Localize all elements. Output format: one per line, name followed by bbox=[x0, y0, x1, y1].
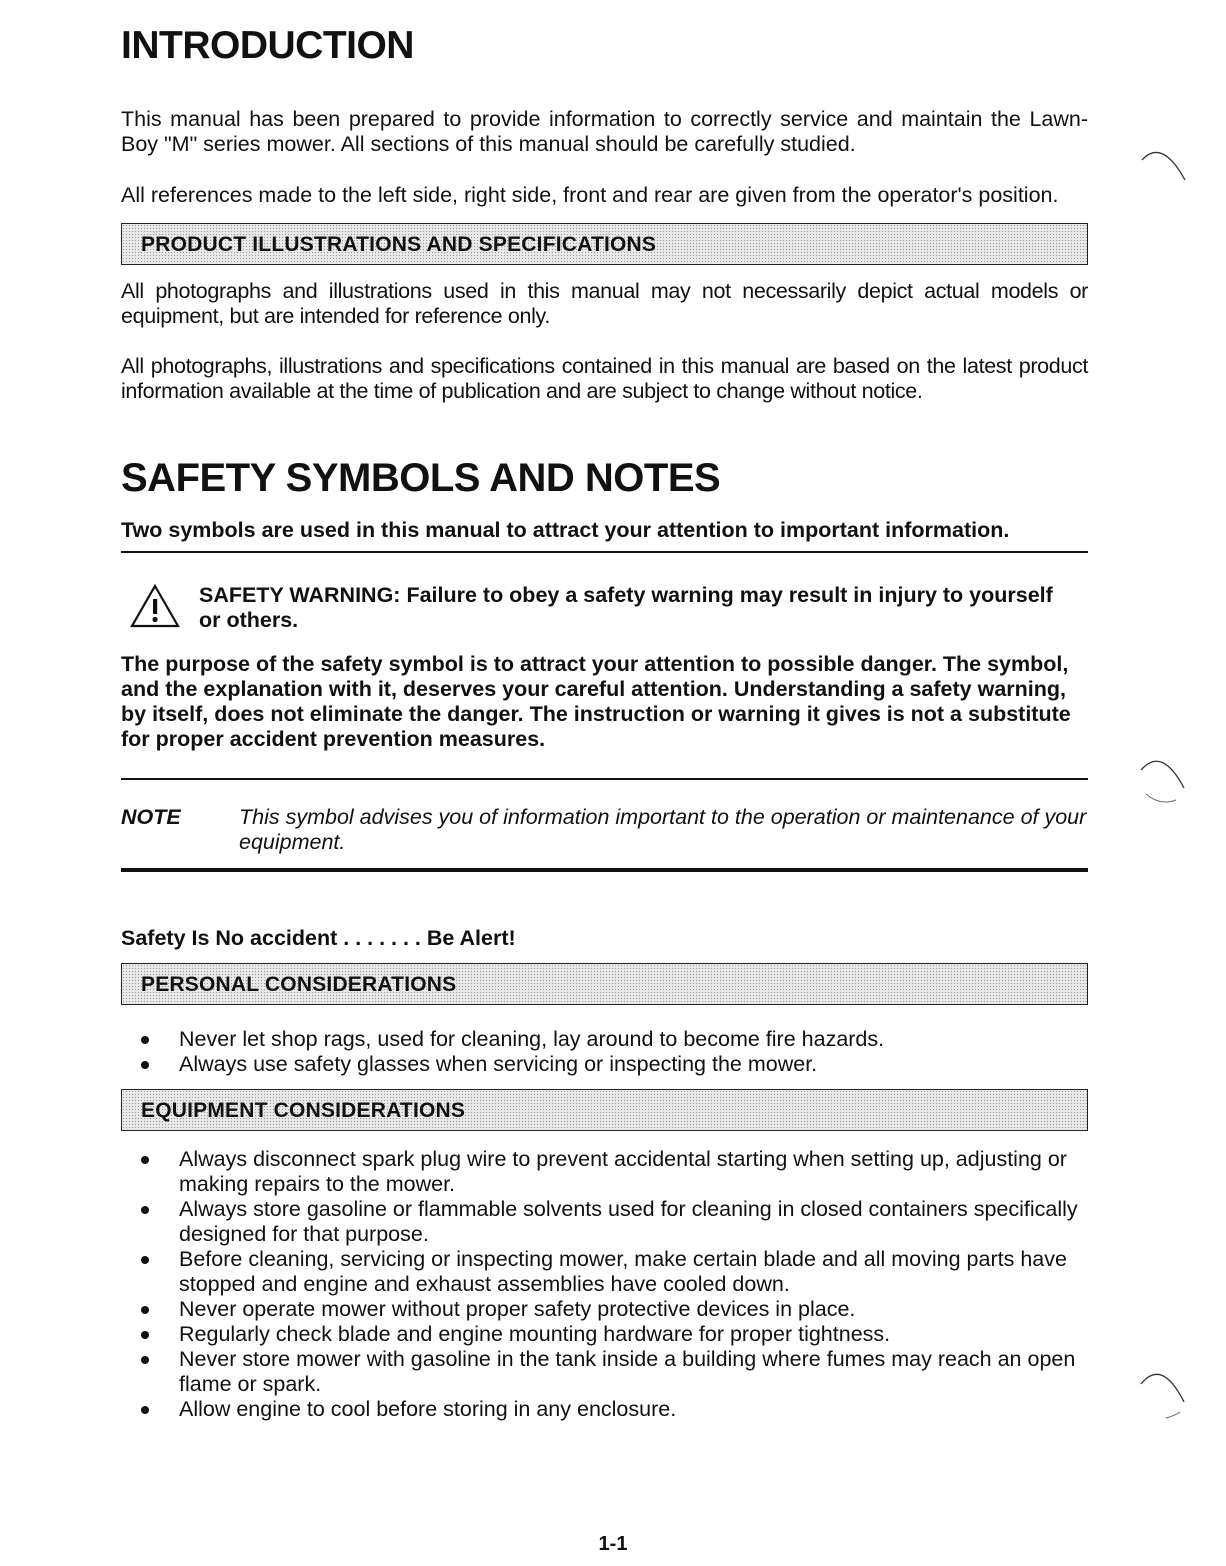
list-item: Never store mower with gasoline in the tank inside a building where fumes may reach an open flame or spark. bbox=[121, 1347, 1088, 1397]
note-text: This symbol advises you of information important to the operation or maintenance of your equipment. bbox=[239, 805, 1087, 854]
bullet-dot-icon bbox=[141, 1206, 149, 1214]
binder-hole-arc bbox=[1140, 140, 1190, 190]
bullet-dot-icon bbox=[141, 1061, 149, 1069]
product-paragraph-1: All photographs and illustrations used in this manual may not necessarily depict actual models or equipment, but are intended for reference only. bbox=[121, 279, 1088, 328]
bullet-dot-icon bbox=[141, 1306, 149, 1314]
list-item: Before cleaning, servicing or inspecting mower, make certain blade and all moving parts have stopped and engine and exhaust assemblies have cooled down. bbox=[121, 1247, 1088, 1297]
binder-hole-arc bbox=[1138, 748, 1190, 808]
equipment-list bbox=[121, 1147, 1088, 1422]
bullet-dot-icon bbox=[141, 1356, 149, 1364]
intro-paragraph-2: All references made to the left side, right side, front and rear are given from the operator's position. bbox=[121, 183, 1059, 207]
list-item: Always use safety glasses when servicing or inspecting the mower. bbox=[121, 1052, 1088, 1077]
bullet-dot-icon bbox=[141, 1256, 149, 1264]
safety-lead: Two symbols are used in this manual to attract your attention to important information. bbox=[121, 518, 1010, 542]
equipment-section-header bbox=[121, 1089, 1088, 1131]
list-item: Never let shop rags, used for cleaning, lay around to become fire hazards. bbox=[121, 1027, 1088, 1052]
binder-hole-arc bbox=[1138, 1360, 1190, 1422]
page-content bbox=[121, 22, 1088, 1422]
personal-section-header bbox=[121, 963, 1088, 1005]
equipment-section-title: EQUIPMENT CONSIDERATIONS bbox=[141, 1099, 466, 1122]
product-paragraph-2: All photographs, illustrations and specifications contained in this manual are based on the latest product information available at the time of publication and are subject to change without notice. bbox=[121, 354, 1088, 403]
intro-title: INTRODUCTION bbox=[121, 24, 414, 67]
product-section-title: PRODUCT ILLUSTRATIONS AND SPECIFICATIONS bbox=[141, 233, 657, 256]
list-item: Allow engine to cool before storing in any enclosure. bbox=[121, 1397, 1088, 1422]
bullet-dot-icon bbox=[141, 1406, 149, 1414]
bullet-dot-icon bbox=[141, 1156, 149, 1164]
safety-warning-block bbox=[129, 577, 1088, 633]
product-section-header bbox=[121, 223, 1088, 265]
note-label: NOTE bbox=[121, 805, 181, 829]
safety-purpose-paragraph: The purpose of the safety symbol is to attract your attention to possible danger. The symbol, and the explanation with it, deserves your careful attention. Understanding a safety warning, by itself, does not eliminate the danger. The instruction or warning it gives is not a substitute for proper accident prevention measures. bbox=[121, 652, 1071, 751]
bullet-dot-icon bbox=[141, 1036, 149, 1044]
divider bbox=[121, 551, 1088, 553]
page-number: 1-1 bbox=[598, 1533, 628, 1555]
safety-warning-text: SAFETY WARNING: Failure to obey a safety warning may result in injury to yourself or others. bbox=[199, 583, 1053, 632]
note-block bbox=[121, 805, 1088, 855]
warning-triangle-icon bbox=[129, 583, 181, 629]
divider bbox=[121, 778, 1088, 780]
personal-list bbox=[121, 1027, 1088, 1077]
list-item: Never operate mower without proper safety protective devices in place. bbox=[121, 1297, 1088, 1322]
personal-section-title: PERSONAL CONSIDERATIONS bbox=[141, 973, 457, 996]
intro-paragraph-1: This manual has been prepared to provide information to correctly service and maintain the Lawn-Boy "M" series mower. All sections of this manual should be carefully studied. bbox=[121, 107, 1088, 156]
list-item: Always disconnect spark plug wire to prevent accidental starting when setting up, adjusting or making repairs to the mower. bbox=[121, 1147, 1088, 1197]
list-item: Regularly check blade and engine mounting hardware for proper tightness. bbox=[121, 1322, 1088, 1347]
list-item: Always store gasoline or flammable solvents used for cleaning in closed containers specifically designed for that purpose. bbox=[121, 1197, 1088, 1247]
safety-title: SAFETY SYMBOLS AND NOTES bbox=[121, 456, 721, 500]
safety-slogan: Safety Is No accident . . . . . . . Be Alert! bbox=[121, 926, 516, 950]
bullet-dot-icon bbox=[141, 1331, 149, 1339]
divider-thick bbox=[121, 868, 1088, 872]
